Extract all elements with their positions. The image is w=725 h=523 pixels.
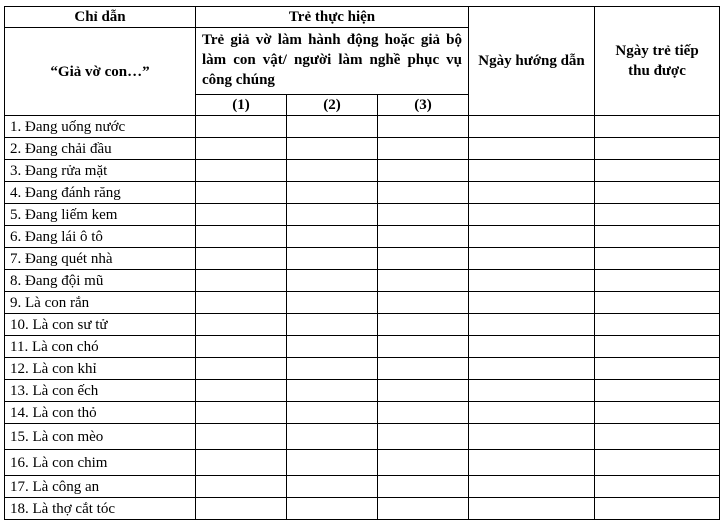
cell-guide-date[interactable] — [469, 336, 595, 358]
cell-guide-date[interactable] — [469, 292, 595, 314]
cell-learned-date[interactable] — [595, 204, 720, 226]
cell-col-3[interactable] — [378, 248, 469, 270]
cell-col-1[interactable] — [196, 248, 287, 270]
row-label: 7. Đang quét nhà — [5, 248, 196, 270]
cell-guide-date[interactable] — [469, 314, 595, 336]
column-2-header: (2) — [287, 95, 378, 116]
cell-col-2[interactable] — [287, 380, 378, 402]
imitation-tracking-table — [4, 6, 720, 520]
cell-col-3[interactable] — [378, 380, 469, 402]
column-3-header: (3) — [378, 95, 469, 116]
row-label: 17. Là công an — [5, 476, 196, 498]
cell-learned-date[interactable] — [595, 182, 720, 204]
cell-learned-date[interactable] — [595, 498, 720, 520]
cell-col-2[interactable] — [287, 450, 378, 476]
guide-subtitle: “Giả vờ con…” — [5, 28, 196, 116]
cell-guide-date[interactable] — [469, 380, 595, 402]
cell-col-2[interactable] — [287, 424, 378, 450]
cell-learned-date[interactable] — [595, 336, 720, 358]
table-row — [5, 450, 720, 476]
table-row — [5, 116, 720, 138]
table-row — [5, 270, 720, 292]
cell-col-3[interactable] — [378, 226, 469, 248]
cell-learned-date[interactable] — [595, 358, 720, 380]
cell-col-1[interactable] — [196, 204, 287, 226]
table-row — [5, 336, 720, 358]
cell-guide-date[interactable] — [469, 402, 595, 424]
cell-col-2[interactable] — [287, 476, 378, 498]
cell-col-1[interactable] — [196, 450, 287, 476]
cell-learned-date[interactable] — [595, 138, 720, 160]
cell-guide-date[interactable] — [469, 476, 595, 498]
table-row — [5, 160, 720, 182]
row-label: 5. Đang liếm kem — [5, 204, 196, 226]
cell-col-2[interactable] — [287, 116, 378, 138]
cell-col-1[interactable] — [196, 336, 287, 358]
cell-col-2[interactable] — [287, 270, 378, 292]
table-row — [5, 138, 720, 160]
row-label: 11. Là con chó — [5, 336, 196, 358]
table-row — [5, 424, 720, 450]
cell-col-3[interactable] — [378, 314, 469, 336]
learned-date-header: Ngày trẻ tiếp thu được — [595, 7, 720, 116]
cell-col-1[interactable] — [196, 476, 287, 498]
cell-col-2[interactable] — [287, 182, 378, 204]
cell-col-2[interactable] — [287, 292, 378, 314]
table-row — [5, 358, 720, 380]
row-label: 8. Đang đội mũ — [5, 270, 196, 292]
row-label: 15. Là con mèo — [5, 424, 196, 450]
cell-col-2[interactable] — [287, 248, 378, 270]
table-row — [5, 248, 720, 270]
cell-guide-date[interactable] — [469, 358, 595, 380]
cell-col-2[interactable] — [287, 314, 378, 336]
cell-col-3[interactable] — [378, 138, 469, 160]
cell-guide-date[interactable] — [469, 138, 595, 160]
cell-learned-date[interactable] — [595, 476, 720, 498]
row-label: 13. Là con ếch — [5, 380, 196, 402]
cell-learned-date[interactable] — [595, 270, 720, 292]
cell-col-1[interactable] — [196, 358, 287, 380]
table-row — [5, 314, 720, 336]
row-label: 18. Là thợ cắt tóc — [5, 498, 196, 520]
cell-col-1[interactable] — [196, 138, 287, 160]
cell-col-1[interactable] — [196, 116, 287, 138]
guide-header: Chỉ dẫn — [5, 7, 196, 28]
cell-guide-date[interactable] — [469, 270, 595, 292]
cell-learned-date[interactable] — [595, 402, 720, 424]
cell-col-1[interactable] — [196, 314, 287, 336]
row-label: 4. Đang đánh răng — [5, 182, 196, 204]
cell-guide-date[interactable] — [469, 248, 595, 270]
cell-col-2[interactable] — [287, 498, 378, 520]
row-label: 12. Là con khỉ — [5, 358, 196, 380]
cell-col-3[interactable] — [378, 160, 469, 182]
cell-guide-date[interactable] — [469, 204, 595, 226]
cell-col-3[interactable] — [378, 182, 469, 204]
cell-col-1[interactable] — [196, 380, 287, 402]
child-performs-header: Trẻ thực hiện — [196, 7, 469, 28]
cell-col-2[interactable] — [287, 204, 378, 226]
cell-col-1[interactable] — [196, 226, 287, 248]
table-row — [5, 476, 720, 498]
cell-col-3[interactable] — [378, 358, 469, 380]
row-label: 9. Là con rắn — [5, 292, 196, 314]
cell-col-3[interactable] — [378, 116, 469, 138]
cell-learned-date[interactable] — [595, 450, 720, 476]
cell-learned-date[interactable] — [595, 226, 720, 248]
cell-col-3[interactable] — [378, 336, 469, 358]
cell-col-1[interactable] — [196, 292, 287, 314]
row-label: 6. Đang lái ô tô — [5, 226, 196, 248]
cell-guide-date[interactable] — [469, 226, 595, 248]
cell-col-3[interactable] — [378, 476, 469, 498]
cell-guide-date[interactable] — [469, 182, 595, 204]
row-label: 10. Là con sư tử — [5, 314, 196, 336]
cell-learned-date[interactable] — [595, 380, 720, 402]
cell-learned-date[interactable] — [595, 424, 720, 450]
cell-learned-date[interactable] — [595, 292, 720, 314]
cell-col-3[interactable] — [378, 424, 469, 450]
table-row — [5, 226, 720, 248]
guide-date-header: Ngày hướng dẫn — [469, 7, 595, 116]
cell-col-3[interactable] — [378, 498, 469, 520]
row-label: 16. Là con chim — [5, 450, 196, 476]
cell-col-2[interactable] — [287, 226, 378, 248]
table-row — [5, 182, 720, 204]
cell-col-3[interactable] — [378, 204, 469, 226]
table-row — [5, 402, 720, 424]
cell-col-1[interactable] — [196, 270, 287, 292]
cell-learned-date[interactable] — [595, 314, 720, 336]
row-label: 1. Đang uống nước — [5, 116, 196, 138]
row-label: 2. Đang chải đầu — [5, 138, 196, 160]
cell-guide-date[interactable] — [469, 160, 595, 182]
cell-learned-date[interactable] — [595, 248, 720, 270]
cell-col-1[interactable] — [196, 402, 287, 424]
column-1-header: (1) — [196, 95, 287, 116]
cell-col-2[interactable] — [287, 402, 378, 424]
cell-learned-date[interactable] — [595, 116, 720, 138]
table-row — [5, 380, 720, 402]
cell-guide-date[interactable] — [469, 450, 595, 476]
cell-col-3[interactable] — [378, 402, 469, 424]
table-row — [5, 204, 720, 226]
table-row — [5, 498, 720, 520]
cell-guide-date[interactable] — [469, 116, 595, 138]
cell-col-3[interactable] — [378, 292, 469, 314]
cell-col-1[interactable] — [196, 424, 287, 450]
row-label: 3. Đang rửa mặt — [5, 160, 196, 182]
cell-col-1[interactable] — [196, 160, 287, 182]
cell-col-2[interactable] — [287, 138, 378, 160]
cell-guide-date[interactable] — [469, 424, 595, 450]
cell-col-2[interactable] — [287, 358, 378, 380]
cell-col-1[interactable] — [196, 498, 287, 520]
cell-col-1[interactable] — [196, 182, 287, 204]
table-row — [5, 292, 720, 314]
cell-col-2[interactable] — [287, 336, 378, 358]
cell-learned-date[interactable] — [595, 160, 720, 182]
cell-col-3[interactable] — [378, 270, 469, 292]
cell-guide-date[interactable] — [469, 498, 595, 520]
row-label: 14. Là con thỏ — [5, 402, 196, 424]
child-performs-description: Trẻ giả vờ làm hành động hoặc giả bộ làm con vật/ người làm nghề phục vụ công chúng — [196, 28, 469, 95]
cell-col-3[interactable] — [378, 450, 469, 476]
cell-col-2[interactable] — [287, 160, 378, 182]
